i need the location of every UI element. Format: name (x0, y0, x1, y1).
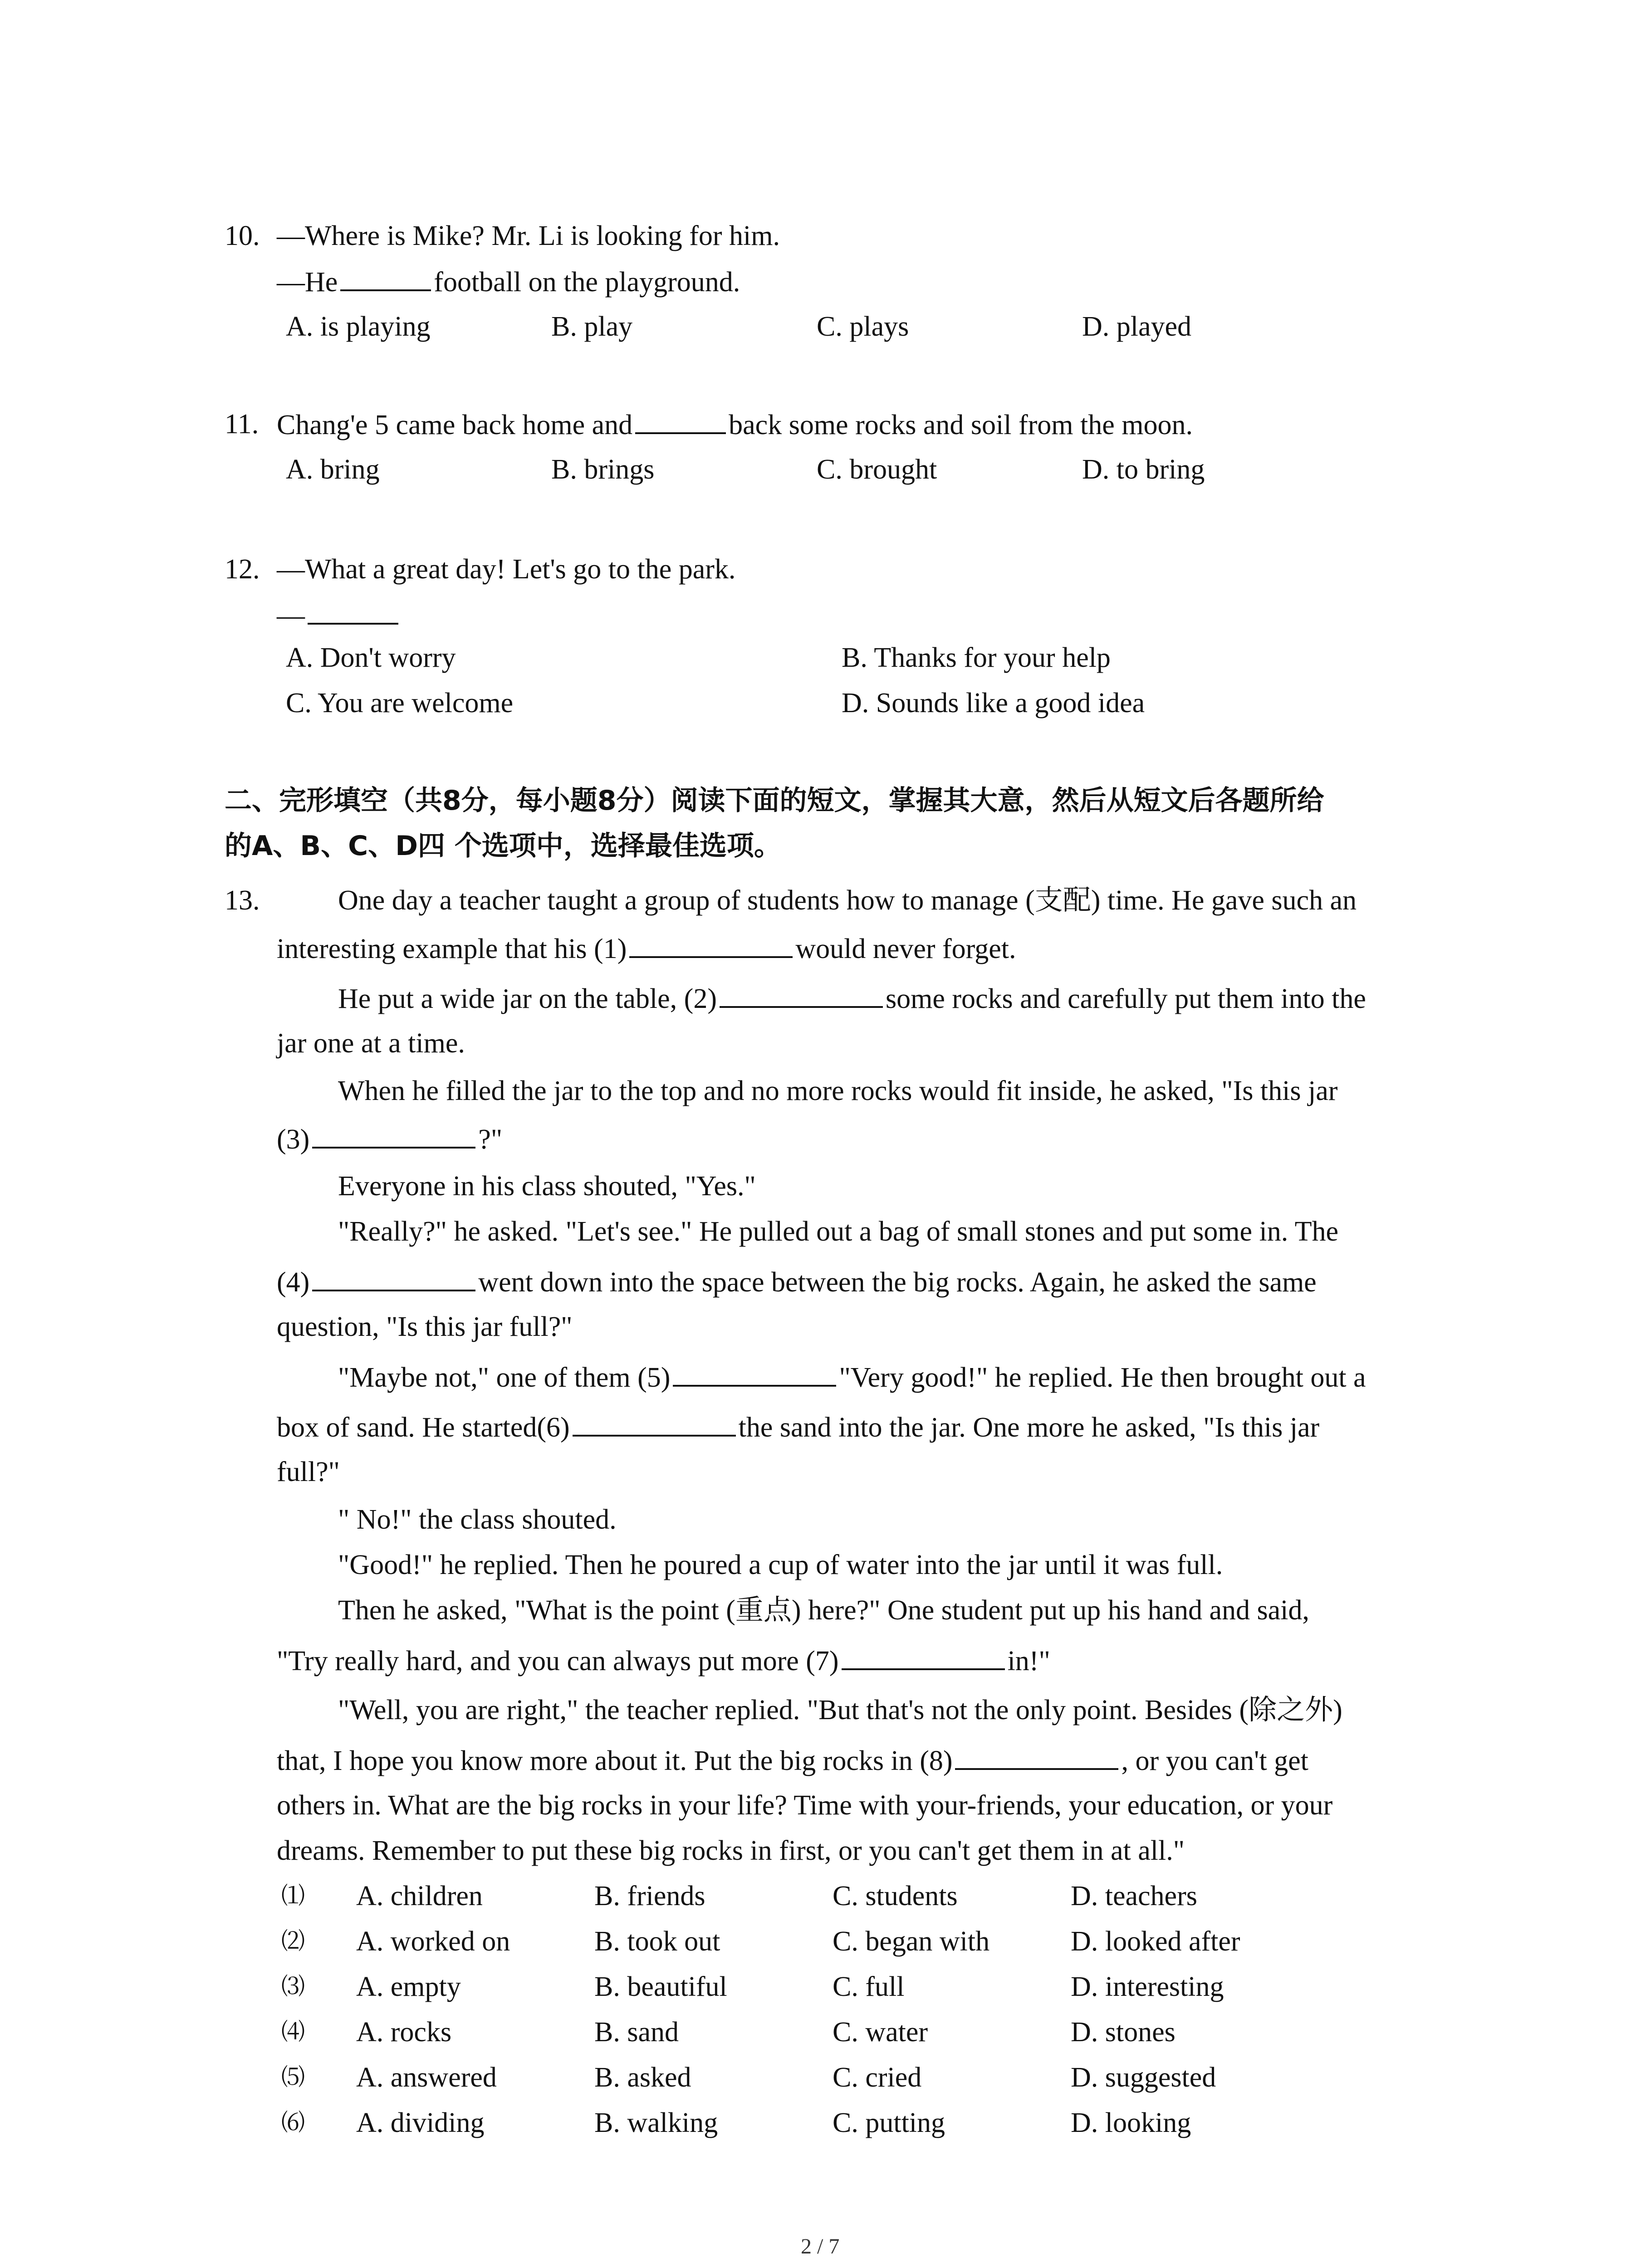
q13-opt-row1-c[interactable]: C. students (833, 1881, 958, 1911)
q10-option-d[interactable]: D. played (1082, 311, 1192, 342)
q13-blank-6 (573, 1408, 736, 1437)
q12-prompt: —What a great day! Let's go to the park. (277, 554, 736, 585)
q11-option-c[interactable]: C. brought (817, 454, 937, 485)
q12-number: 12. (225, 554, 260, 585)
q12-option-d[interactable]: D. Sounds like a good idea (842, 688, 1145, 719)
q13-blank-5 (673, 1359, 836, 1387)
q13-opt-row1-a[interactable]: A. children (356, 1881, 483, 1911)
q13-opt-row5-b[interactable]: B. asked (594, 2062, 691, 2093)
q13-p3-pre: (3) (277, 1124, 310, 1155)
q11-prompt-pre: Chang'e 5 came back home and (277, 410, 633, 440)
q13-opt-row1-d[interactable]: D. teachers (1071, 1881, 1197, 1911)
q13-opt-row6-b[interactable]: B. walking (594, 2107, 718, 2138)
q13-p1-pre: interesting example that his (1) (277, 934, 627, 964)
q13-p5-line1: "Really?" he asked. "Let's see." He pulled out a bag of small stones and put some in. The (338, 1216, 1338, 1247)
q11-option-d[interactable]: D. to bring (1082, 454, 1205, 485)
q13-p2-pre: He put a wide jar on the table, (2) (338, 983, 717, 1014)
q10-blank (340, 263, 431, 291)
q13-opt-row1-b[interactable]: B. friends (594, 1881, 705, 1911)
page-number: 2 / 7 (801, 2234, 840, 2258)
q13-opt-row6-label: ⑹ (281, 2109, 305, 2136)
q13-opt-row4-a[interactable]: A. rocks (356, 2017, 452, 2048)
q12-response (277, 596, 401, 634)
q13-p6-pre: "Maybe not," one of them (5) (338, 1362, 671, 1393)
q13-p4: Everyone in his class shouted, "Yes." (338, 1171, 756, 1202)
q12-option-c[interactable]: C. You are welcome (286, 688, 514, 719)
q13-p2-post: some rocks and carefully put them into the (885, 983, 1366, 1014)
q13-blank-7 (842, 1642, 1005, 1670)
q10-response-post: football on the playground. (434, 267, 740, 298)
q13-p1-line2 (277, 930, 1016, 967)
q13-opt-row3-a[interactable]: A. empty (356, 1971, 461, 2002)
q13-opt-row3-c[interactable]: C. full (833, 1971, 905, 2002)
q13-blank-3 (312, 1120, 475, 1149)
q13-opt-row4-c[interactable]: C. water (833, 2017, 928, 2048)
section2-heading-line2: 的A、B、C、D四 个选项中，选择最佳选项。 (225, 830, 781, 862)
q10-response (277, 263, 740, 300)
q13-opt-row2-d[interactable]: D. looked after (1071, 1926, 1240, 1957)
q11-option-a[interactable]: A. bring (286, 454, 380, 485)
q12-option-a[interactable]: A. Don't worry (286, 642, 456, 673)
q13-opt-row3-label: ⑶ (281, 1973, 305, 2000)
q13-p8: "Good!" he replied. Then he poured a cup of water into the jar until it was full. (338, 1549, 1223, 1580)
q13-p5-line2 (277, 1263, 1317, 1300)
q13-opt-row3-b[interactable]: B. beautiful (594, 1971, 727, 2002)
q13-p6-line3: full?" (277, 1457, 340, 1487)
q13-opt-row2-a[interactable]: A. worked on (356, 1926, 510, 1957)
q13-p5-pre: (4) (277, 1267, 310, 1298)
q13-p10-pre: that, I hope you know more about it. Put the big rocks in (8) (277, 1745, 953, 1776)
q13-opt-row2-b[interactable]: B. took out (594, 1926, 720, 1957)
q13-p6b-pre: box of sand. He started(6) (277, 1412, 570, 1443)
q10-option-c[interactable]: C. plays (817, 311, 909, 342)
q10-response-pre: —He (277, 267, 338, 298)
q13-p7: " No!" the class shouted. (338, 1504, 617, 1535)
q13-p10-line2 (277, 1742, 1308, 1779)
q13-opt-row2-c[interactable]: C. began with (833, 1926, 990, 1957)
q13-opt-row4-b[interactable]: B. sand (594, 2017, 679, 2048)
q13-opt-row2-label: ⑵ (281, 1928, 305, 1955)
q13-opt-row5-c[interactable]: C. cried (833, 2062, 922, 2093)
q13-p10-post: , or you can't get (1121, 1745, 1308, 1776)
q13-opt-row4-label: ⑷ (281, 2019, 305, 2046)
q11-prompt (277, 406, 1193, 443)
q13-p9-post: in!" (1007, 1646, 1050, 1677)
q13-p3-post: ?" (478, 1124, 503, 1155)
q13-opt-row6-d[interactable]: D. looking (1071, 2107, 1191, 2138)
q12-option-b[interactable]: B. Thanks for your help (842, 642, 1111, 673)
q12-blank (308, 596, 398, 625)
q13-opt-row5-label: ⑸ (281, 2064, 305, 2091)
q13-p6-line1 (338, 1359, 1366, 1396)
q13-opt-row4-d[interactable]: D. stones (1071, 2017, 1176, 2048)
q11-prompt-post: back some rocks and soil from the moon. (729, 410, 1193, 440)
q13-opt-row5-d[interactable]: D. suggested (1071, 2062, 1216, 2093)
q13-p9-line2 (277, 1642, 1050, 1679)
q13-p10-line3: others in. What are the big rocks in your life? Time with your-friends, your education, or your (277, 1790, 1333, 1821)
q13-blank-4 (312, 1263, 475, 1291)
q13-number: 13. (225, 885, 260, 916)
q13-p6-post: "Very good!" he replied. He then brought out a (839, 1362, 1366, 1393)
section2-heading-line1: 二、完形填空（共8分，每小题8分）阅读下面的短文，掌握其大意，然后从短文后各题所给 (225, 785, 1324, 816)
q13-p5-post: went down into the space between the big rocks. Again, he asked the same (478, 1267, 1317, 1298)
q13-p10-line1: "Well, you are right," the teacher replied. "But that's not the only point. Besides (除之外) (338, 1695, 1342, 1725)
q13-opt-row3-d[interactable]: D. interesting (1071, 1971, 1224, 2002)
q13-p3-line2 (277, 1120, 502, 1158)
q13-p6-line2 (277, 1408, 1319, 1446)
q13-p2-line1 (338, 980, 1366, 1017)
q13-p1-line1: One day a teacher taught a group of students how to manage (支配) time. He gave such an (338, 885, 1357, 916)
q13-opt-row5-a[interactable]: A. answered (356, 2062, 497, 2093)
q13-blank-1 (629, 930, 793, 958)
q13-opt-row6-a[interactable]: A. dividing (356, 2107, 485, 2138)
q10-prompt: —Where is Mike? Mr. Li is looking for him. (277, 220, 780, 251)
q13-p1-post: would never forget. (795, 934, 1016, 964)
q11-number: 11. (225, 409, 259, 440)
q12-dash: — (277, 600, 305, 631)
q11-option-b[interactable]: B. brings (551, 454, 655, 485)
q13-p9-pre: "Try really hard, and you can always put more (7) (277, 1646, 839, 1677)
q13-p2-line2: jar one at a time. (277, 1028, 465, 1059)
q13-p10-line4: dreams. Remember to put these big rocks in first, or you can't get them in at all." (277, 1835, 1185, 1866)
q13-p3-line1: When he filled the jar to the top and no more rocks would fit inside, he asked, "Is this jar (338, 1075, 1338, 1106)
q13-p5-line3: question, "Is this jar full?" (277, 1311, 573, 1342)
q13-p6b-post: the sand into the jar. One more he asked, "Is this jar (738, 1412, 1320, 1443)
q13-blank-8 (955, 1742, 1118, 1770)
q11-blank (635, 406, 726, 434)
q13-opt-row6-c[interactable]: C. putting (833, 2107, 945, 2138)
q13-blank-2 (720, 980, 883, 1008)
q13-p9-line1: Then he asked, "What is the point (重点) here?" One student put up his hand and said, (338, 1595, 1309, 1626)
q13-opt-row1-label: ⑴ (281, 1882, 305, 1910)
q10-option-a[interactable]: A. is playing (286, 311, 431, 342)
q10-number: 10. (225, 220, 260, 251)
q10-option-b[interactable]: B. play (551, 311, 633, 342)
